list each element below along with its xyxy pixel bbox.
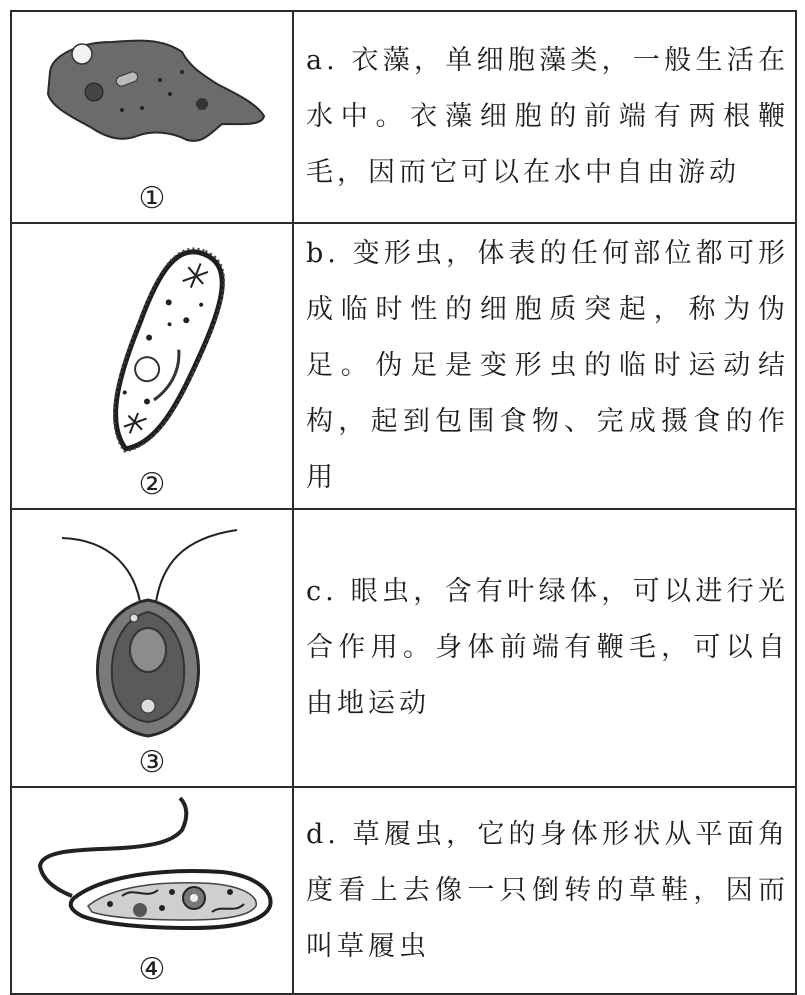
description-cell	[293, 787, 796, 994]
image-cell	[11, 11, 293, 223]
description-text: a. 衣藻，单细胞藻类，一般生活在水中。衣藻细胞的前端有两根鞭毛，因而它可以在水中自由游动	[306, 45, 789, 188]
description-text: d. 草履虫，它的身体形状从平面角度看上去像一只倒转的草鞋，因而叫草履虫	[306, 818, 789, 962]
image-cell	[11, 509, 293, 787]
row-number: ④	[138, 952, 166, 987]
image-cell	[11, 223, 293, 509]
row-number: ①	[138, 181, 166, 216]
table-row	[11, 509, 796, 787]
description-cell	[293, 11, 796, 223]
slipper-cell-illustration	[12, 224, 294, 502]
image-cell	[11, 787, 293, 994]
description-cell	[293, 223, 796, 509]
description-text: b. 变形虫，体表的任何部位都可形成临时性的细胞质突起，称为伪足。伪足是变形虫的临时运动结构，起到包围食物、完成摄食的作用	[306, 238, 789, 493]
description-text: c. 眼虫，含有叶绿体，可以进行光合作用。身体前端有鞭毛，可以自由地运动	[306, 576, 789, 719]
description-cell	[293, 509, 796, 787]
organism-table-container	[10, 10, 795, 985]
table-row	[11, 223, 796, 509]
table-row	[11, 787, 796, 994]
table-row	[11, 11, 796, 223]
organism-table	[10, 10, 797, 995]
row-number: ③	[138, 745, 166, 780]
row-number: ②	[138, 467, 166, 502]
